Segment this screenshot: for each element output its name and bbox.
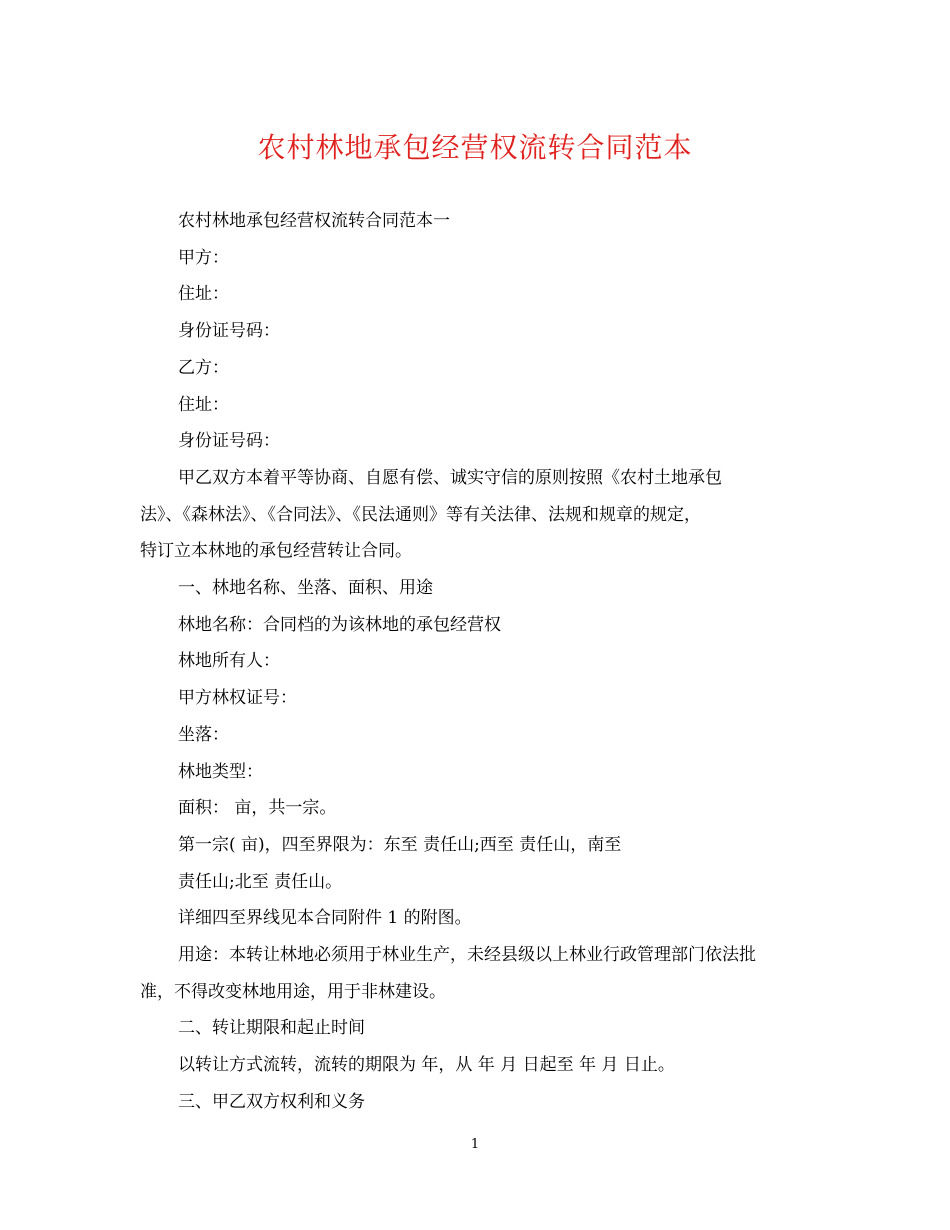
body-line: 用途：本转让林地必须用于林业生产，未经县级以上林业行政管理部门依法批 — [178, 945, 756, 966]
body-line: 住址： — [178, 394, 229, 415]
body-line: 责任山;北至 责任山。 — [178, 871, 343, 892]
page-number: 1 — [470, 1137, 480, 1152]
section-heading: 三、甲乙双方权利和义务 — [178, 1091, 365, 1112]
body-line: 以转让方式流转，流转的期限为 年，从 年 月 日起至 年 月 日止。 — [178, 1055, 675, 1076]
section-heading: 一、林地名称、坐落、面积、用途 — [178, 578, 433, 599]
section-heading: 二、转让期限和起止时间 — [178, 1018, 365, 1039]
body-line: 林地所有人： — [178, 651, 280, 672]
body-line: 准，不得改变林地用途，用于非林建设。 — [140, 981, 446, 1002]
body-line: 身份证号码： — [178, 431, 280, 452]
body-line: 法》、《森林法》、《合同法》、《民法通则》等有关法律、法规和规章的规定， — [140, 504, 701, 525]
body-line: 甲方林权证号： — [178, 688, 297, 709]
body-line: 甲方： — [178, 247, 229, 268]
body-line: 身份证号码： — [178, 321, 280, 342]
body-line: 坐落： — [178, 724, 229, 745]
body-line: 林地类型： — [178, 761, 263, 782]
body-line: 农村林地承包经营权流转合同范本一 — [178, 211, 450, 231]
body-line: 甲乙双方本着平等协商、自愿有偿、诚实守信的原则按照《农村土地承包 — [178, 467, 722, 488]
body-line: 面积： 亩，共一宗。 — [178, 798, 337, 819]
document-title: 农村林地承包经营权流转合同范本 — [257, 131, 693, 164]
body-line: 住址： — [178, 284, 229, 305]
body-line: 乙方： — [178, 357, 229, 378]
body-line: 详细四至界线见本合同附件 1 的附图。 — [178, 908, 472, 929]
body-line: 林地名称：合同档的为该林地的承包经营权 — [178, 614, 501, 635]
body-line: 特订立本林地的承包经营转让合同。 — [140, 541, 412, 562]
document-body — [140, 203, 820, 1121]
body-line: 第一宗( 亩)，四至界限为：东至 责任山;西至 责任山，南至 — [178, 834, 622, 855]
